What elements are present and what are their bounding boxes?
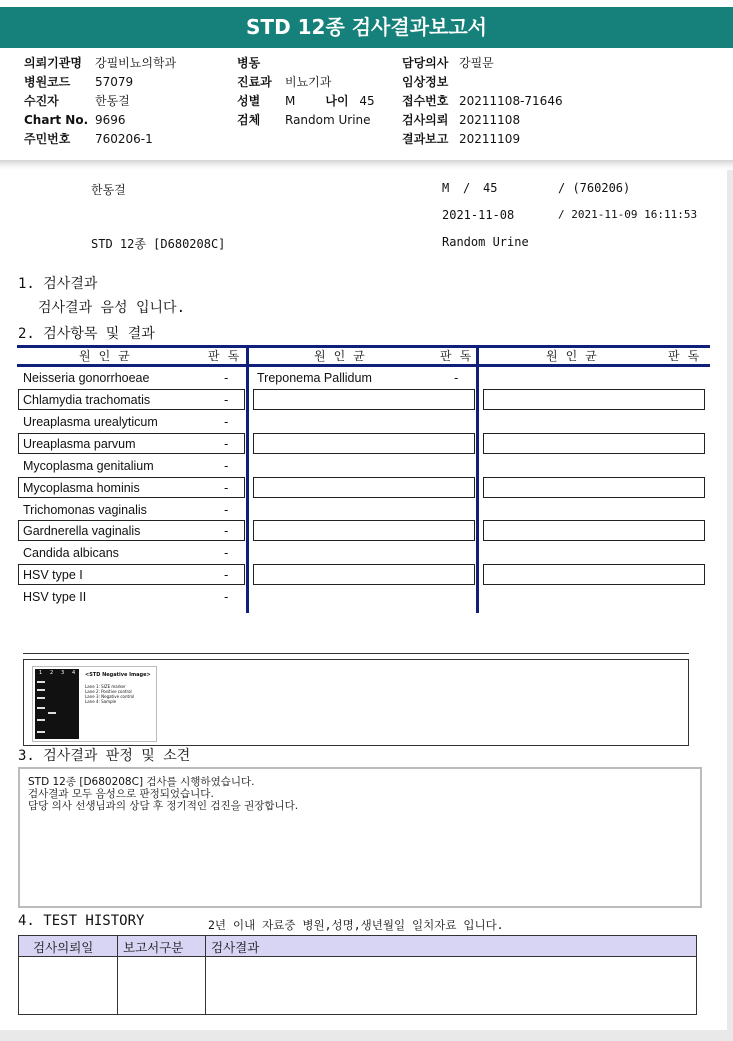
field-label: 성별 [237, 94, 261, 108]
result-summary: 검사결과 음성 입니다. [38, 300, 186, 316]
summary-age: 45 [483, 181, 498, 195]
field-label: 병원코드 [24, 75, 71, 89]
patient-info-middle [237, 54, 375, 130]
organism-result: - [224, 590, 229, 604]
field-label: 주민번호 [24, 132, 71, 146]
organism-result: - [224, 568, 229, 582]
field-value: 강필문 [459, 56, 494, 70]
header-organism: 원인균 [314, 349, 373, 363]
field-value: Random Urine [285, 113, 371, 127]
field-value: 강필비뇨의학과 [95, 56, 177, 70]
field-value: 20211108 [459, 113, 521, 127]
row-box [483, 520, 705, 541]
summary-specimen: Random Urine [442, 235, 529, 249]
section-title-opinion: 3. 검사결과 판정 및 소견 [18, 748, 191, 764]
summary-id: / (760206) [558, 181, 631, 195]
lane-number: 1 [39, 670, 43, 676]
field-label: 접수번호 [402, 94, 449, 108]
field-value: 20211109 [459, 132, 521, 146]
history-table [18, 935, 697, 1015]
field-label: 나이 [325, 94, 349, 108]
row-box [483, 389, 705, 410]
field-value: 45 [359, 94, 375, 108]
history-col-divider [117, 936, 118, 1014]
history-header-result: 검사결과 [211, 940, 260, 955]
gel-band [48, 712, 56, 714]
patient-info-right [402, 54, 563, 149]
lane-number: 4 [72, 670, 76, 676]
page-edge [727, 170, 733, 1030]
row-box [253, 520, 475, 541]
page-divider [0, 160, 733, 170]
organism-name: Ureaplasma urealyticum [23, 415, 158, 429]
organism-result: - [224, 524, 229, 538]
field-label: 임상정보 [402, 75, 449, 89]
patient-info-left [24, 54, 176, 149]
header-result: 판독 [440, 349, 480, 363]
gel-band [37, 707, 45, 709]
lane-label: Lane 2: Positive control [85, 689, 132, 694]
field-label: 의뢰기관명 [24, 56, 82, 70]
table-divider [476, 345, 479, 613]
history-header-request-date: 검사의뢰일 [33, 940, 94, 955]
field-value: 20211108-71646 [459, 94, 563, 108]
organism-result: - [224, 546, 229, 560]
organism-result: - [224, 503, 229, 517]
organism-name: Mycoplasma hominis [23, 481, 140, 495]
organism-result: - [224, 393, 229, 407]
lane-number: 3 [61, 670, 65, 676]
field-value: 한동걸 [95, 94, 130, 108]
lane-label: Lane 3: Negative control [85, 694, 135, 699]
summary-sex: M [442, 181, 450, 195]
organism-name: HSV type II [23, 590, 87, 604]
field-value: 비뇨기과 [285, 75, 332, 89]
row-box [483, 477, 705, 498]
field-label: 결과보고 [402, 132, 449, 146]
row-box [483, 564, 705, 585]
page-bottom [0, 1030, 733, 1041]
history-note: 2년 이내 자료중 병원,성명,생년월일 일치자료 입니다. [208, 918, 504, 932]
field-label: 담당의사 [402, 56, 449, 70]
organism-name: Chlamydia trachomatis [23, 393, 151, 407]
field-label: 수진자 [24, 94, 59, 108]
field-label: 검체 [237, 113, 261, 127]
field-value: 57079 [95, 75, 134, 89]
lane-label: Lane 4: Sample [85, 699, 117, 704]
gel-band [37, 731, 45, 733]
organism-name: Candida albicans [23, 546, 119, 560]
gel-band [37, 681, 45, 683]
lane-number: 2 [50, 670, 54, 676]
organism-name: Treponema Pallidum [257, 371, 372, 385]
header-organism: 원인균 [546, 349, 605, 363]
organism-name: Ureaplasma parvum [23, 437, 136, 451]
gel-image-frame [23, 659, 689, 746]
gel-electrophoresis-image [32, 666, 157, 742]
field-label: 진료과 [237, 75, 272, 89]
row-box [483, 433, 705, 454]
organism-result: - [224, 415, 229, 429]
header-organism: 원인균 [79, 349, 138, 363]
summary-report-datetime: / 2021-11-09 16:11:53 [558, 208, 698, 221]
organism-result: - [224, 371, 229, 385]
gel-title: <STD Negative Image> [85, 672, 151, 678]
table-divider [246, 345, 249, 613]
organism-result: - [224, 459, 229, 473]
organism-name: Gardnerella vaginalis [23, 524, 141, 538]
organism-name: HSV type I [23, 568, 83, 582]
organism-result: - [454, 371, 459, 385]
row-box [253, 433, 475, 454]
row-box [253, 477, 475, 498]
field-value: M [285, 94, 296, 108]
summary-name: 한동걸 [91, 183, 126, 197]
history-table-header [19, 936, 696, 957]
summary-slash: / [463, 181, 471, 195]
section-title-result: 1. 검사결과 [18, 276, 98, 292]
opinion-line: 검사결과 모두 음성으로 판정되었습니다. [28, 788, 214, 800]
opinion-line: 담당 의사 선생님과의 상담 후 정기적인 검진을 권장합니다. [28, 800, 299, 812]
field-label: Chart No. [24, 113, 89, 127]
field-label: 검사의뢰 [402, 113, 449, 127]
table-header-border [17, 364, 710, 367]
field-value: 9696 [95, 113, 126, 127]
gel-band [37, 697, 45, 699]
field-label: 병동 [237, 56, 261, 70]
lane-label: Lane 1: SIZE marker [85, 684, 126, 689]
organism-name: Neisseria gonorrhoeae [23, 371, 150, 385]
row-box [253, 564, 475, 585]
summary-request-date: 2021-11-08 [442, 208, 515, 222]
report-title: STD 12종 검사결과보고서 [0, 7, 733, 48]
opinion-line: STD 12종 [D680208C] 검사를 시행하였습니다. [28, 776, 255, 788]
gel-lanes [35, 669, 79, 739]
section-title-history: 4. TEST HISTORY [18, 913, 145, 929]
row-box [253, 389, 475, 410]
opinion-box [18, 767, 702, 908]
organism-name: Mycoplasma genitalium [23, 459, 154, 473]
gel-band [37, 719, 45, 721]
organism-result: - [224, 437, 229, 451]
organism-result: - [224, 481, 229, 495]
header-result: 판독 [208, 349, 248, 363]
history-header-report-type: 보고서구분 [123, 940, 184, 955]
image-divider [23, 653, 689, 654]
summary-test-name: STD 12종 [D680208C] [91, 237, 226, 251]
section-title-items: 2. 검사항목 및 결과 [18, 326, 155, 342]
history-col-divider [205, 936, 206, 1014]
organism-name: Trichomonas vaginalis [23, 503, 147, 517]
header-result: 판독 [668, 349, 708, 363]
gel-band [37, 689, 45, 691]
field-value: 760206-1 [95, 132, 153, 146]
